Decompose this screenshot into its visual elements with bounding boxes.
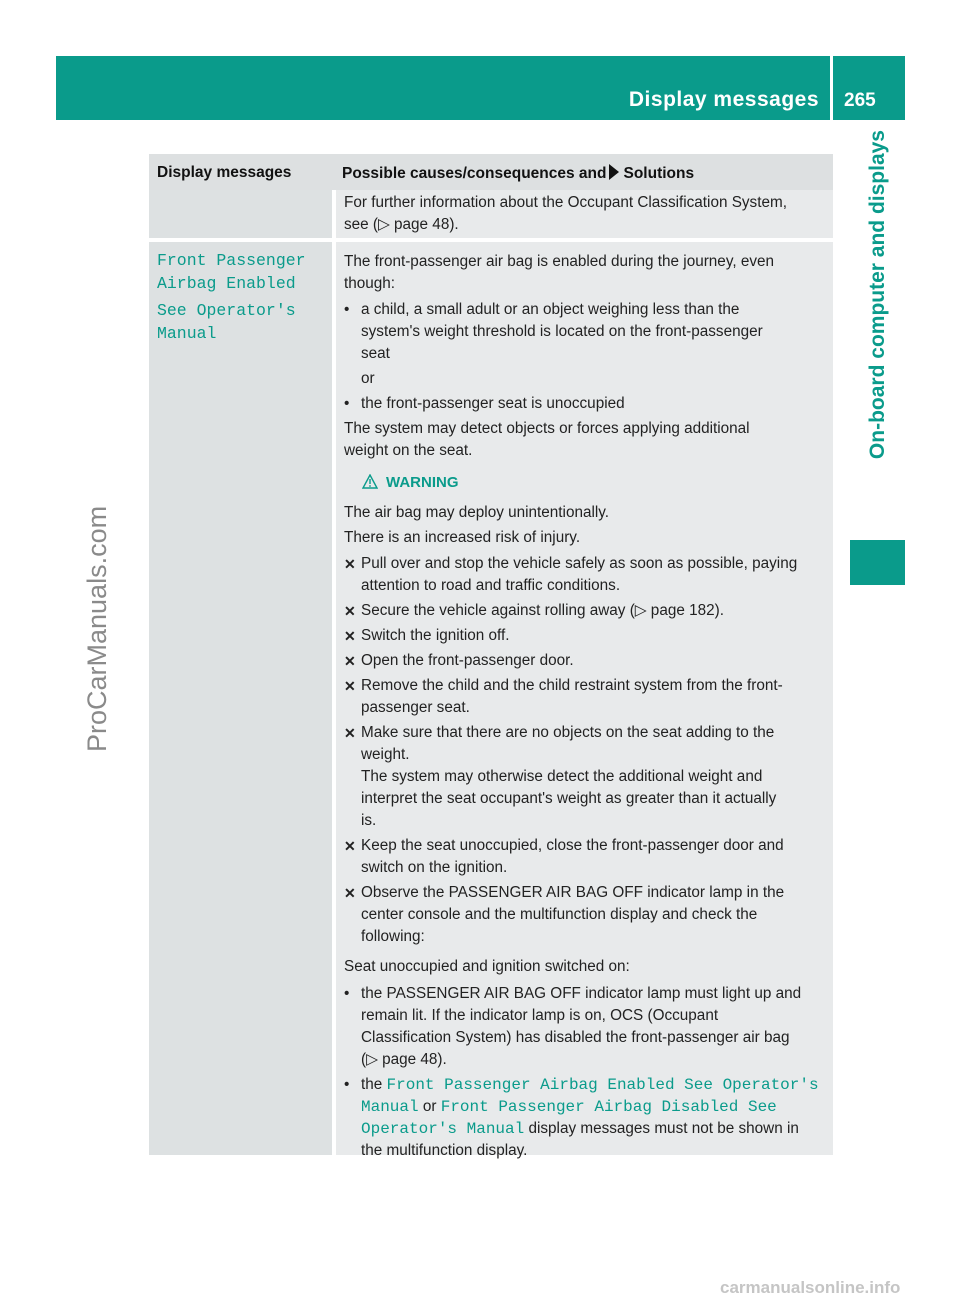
step-text: passenger seat.	[361, 699, 470, 716]
step-arrow-icon: ✕	[344, 653, 356, 669]
bullet-icon: •	[344, 985, 350, 1002]
list-item-text: or	[418, 1098, 441, 1115]
list-item-text: the	[361, 1076, 387, 1093]
intro-text: though:	[344, 275, 396, 292]
display-message-line: Front Passenger	[157, 251, 306, 270]
display-message-inline: Manual	[361, 1098, 419, 1116]
list-item-text: the front-passenger seat is unoccupied	[361, 395, 625, 412]
table-row	[344, 192, 828, 236]
step-text: Make sure that there are no objects on the seat adding to the	[361, 724, 775, 741]
display-message-line: Airbag Enabled	[157, 274, 296, 293]
list-item	[344, 983, 828, 1071]
step-text: Secure the vehicle against rolling away (	[361, 602, 635, 619]
step-text: Remove the child and the child restraint system from the front-	[361, 677, 783, 694]
watermark	[82, 505, 122, 752]
warning-text: The air bag may deploy unintentionally.	[344, 504, 610, 521]
list-item-text: display messages must not be shown in	[524, 1120, 799, 1137]
section-tab	[850, 120, 905, 530]
column-divider	[332, 190, 336, 1155]
list-item-text: system's weight threshold is located on the front-passenger	[361, 323, 763, 340]
intro-text: The front-passenger air bag is enabled during the journey, even	[344, 253, 775, 270]
display-message-line: Manual	[157, 324, 217, 343]
column-header-causes	[342, 164, 694, 183]
section-marker	[850, 540, 905, 585]
list-item	[344, 299, 828, 390]
step-arrow-icon: ✕	[344, 678, 356, 694]
list-item	[344, 393, 828, 415]
display-message	[157, 249, 306, 345]
step-item	[344, 882, 828, 948]
warning-triangle-icon	[362, 474, 378, 489]
step-arrow-icon: ✕	[344, 628, 356, 644]
note-text: The system may detect objects or forces applying additional	[344, 420, 750, 437]
bullet-icon: •	[344, 1076, 350, 1093]
step-text: Switch the ignition off.	[361, 627, 510, 644]
step-item	[344, 625, 828, 647]
header-divider	[830, 56, 833, 120]
row1-text: For further information about the Occupant Classification System,	[344, 194, 787, 211]
warning-label: WARNING	[386, 474, 459, 491]
step-item	[344, 835, 828, 879]
step-text: center console and the multifunction display and check the	[361, 906, 758, 923]
column-header-messages: Display messages	[157, 164, 292, 181]
page-ref[interactable]: page 48).	[389, 216, 459, 233]
list-item-text: the multifunction display.	[361, 1142, 528, 1159]
check-intro-text: Seat unoccupied and ignition switched on:	[344, 958, 630, 975]
step-text: Keep the seat unoccupied, close the front-passenger door and	[361, 837, 784, 854]
page-ref[interactable]: page 182).	[646, 602, 724, 619]
bullet-icon: •	[344, 395, 350, 412]
step-text: attention to road and traffic conditions.	[361, 577, 621, 594]
step-text: is.	[361, 812, 377, 829]
list-item-text: remain lit. If the indicator lamp is on, OCS (Occupant	[361, 1007, 719, 1024]
step-arrow-icon: ✕	[344, 885, 356, 901]
step-text: Pull over and stop the vehicle safely as soon as possible, paying	[361, 555, 798, 572]
warning-text: There is an increased risk of injury.	[344, 529, 581, 546]
page-number: 265	[844, 90, 876, 111]
step-text: Observe the PASSENGER AIR BAG OFF indicator lamp in the	[361, 884, 785, 901]
section-tab-label: On-board computer and displays	[865, 130, 889, 460]
step-text: weight.	[361, 746, 410, 763]
page-ref-icon: ▷	[634, 602, 647, 619]
list-item-text: the PASSENGER AIR BAG OFF indicator lamp must light up and	[361, 985, 802, 1002]
row-divider	[149, 238, 833, 242]
row1-text: see (	[344, 216, 379, 233]
display-message-inline: Operator's Manual	[361, 1120, 525, 1138]
step-arrow-icon: ✕	[344, 603, 356, 619]
column-header-solutions-text: Solutions	[623, 165, 695, 182]
list-item-text: Classification System) has disabled the front-passenger air bag	[361, 1029, 790, 1046]
page-ref-icon: ▷	[366, 1051, 378, 1068]
step-arrow-icon: ✕	[344, 556, 356, 572]
step-text: Open the front-passenger door.	[361, 652, 574, 669]
watermark-text: ProCarManuals.com	[82, 505, 112, 752]
list-item-text: a child, a small adult or an object weighing less than the	[361, 301, 740, 318]
list-item	[344, 1074, 828, 1162]
display-message-line: See Operator's	[157, 301, 296, 320]
step-item	[344, 553, 828, 597]
step-text: switch on the ignition.	[361, 859, 508, 876]
step-item	[344, 722, 828, 832]
footer-url: carmanualsonline.info	[720, 1278, 901, 1297]
step-item	[344, 600, 828, 622]
note-text: weight on the seat.	[344, 442, 473, 459]
page-ref[interactable]: page 48).	[377, 1051, 447, 1068]
header-bar	[56, 56, 905, 120]
step-arrow-icon: ✕	[344, 838, 356, 854]
step-text: following:	[361, 928, 425, 945]
step-arrow-icon: ✕	[344, 725, 356, 741]
bullet-icon: •	[344, 301, 350, 318]
table-header	[149, 154, 833, 190]
step-item	[344, 650, 828, 672]
display-messages-table	[149, 154, 833, 1159]
step-text: The system may otherwise detect the additional weight and	[361, 768, 763, 785]
list-item-text: seat	[361, 345, 390, 362]
table-row	[344, 251, 828, 1162]
display-message-inline: Front Passenger Airbag Enabled See Operator's	[386, 1076, 819, 1094]
display-message-inline: Front Passenger Airbag Disabled See	[440, 1098, 777, 1116]
column-header-causes-text: Possible causes/consequences and	[342, 165, 607, 182]
warning-heading	[362, 472, 828, 494]
page-ref-icon: ▷	[378, 216, 390, 233]
page-title: Display messages	[628, 88, 819, 111]
or-text: or	[361, 370, 375, 387]
list-item-text: (	[361, 1051, 367, 1068]
step-text: interpret the seat occupant's weight as greater than it actually	[361, 790, 777, 807]
solution-arrow-icon	[609, 164, 619, 180]
step-item	[344, 675, 828, 719]
